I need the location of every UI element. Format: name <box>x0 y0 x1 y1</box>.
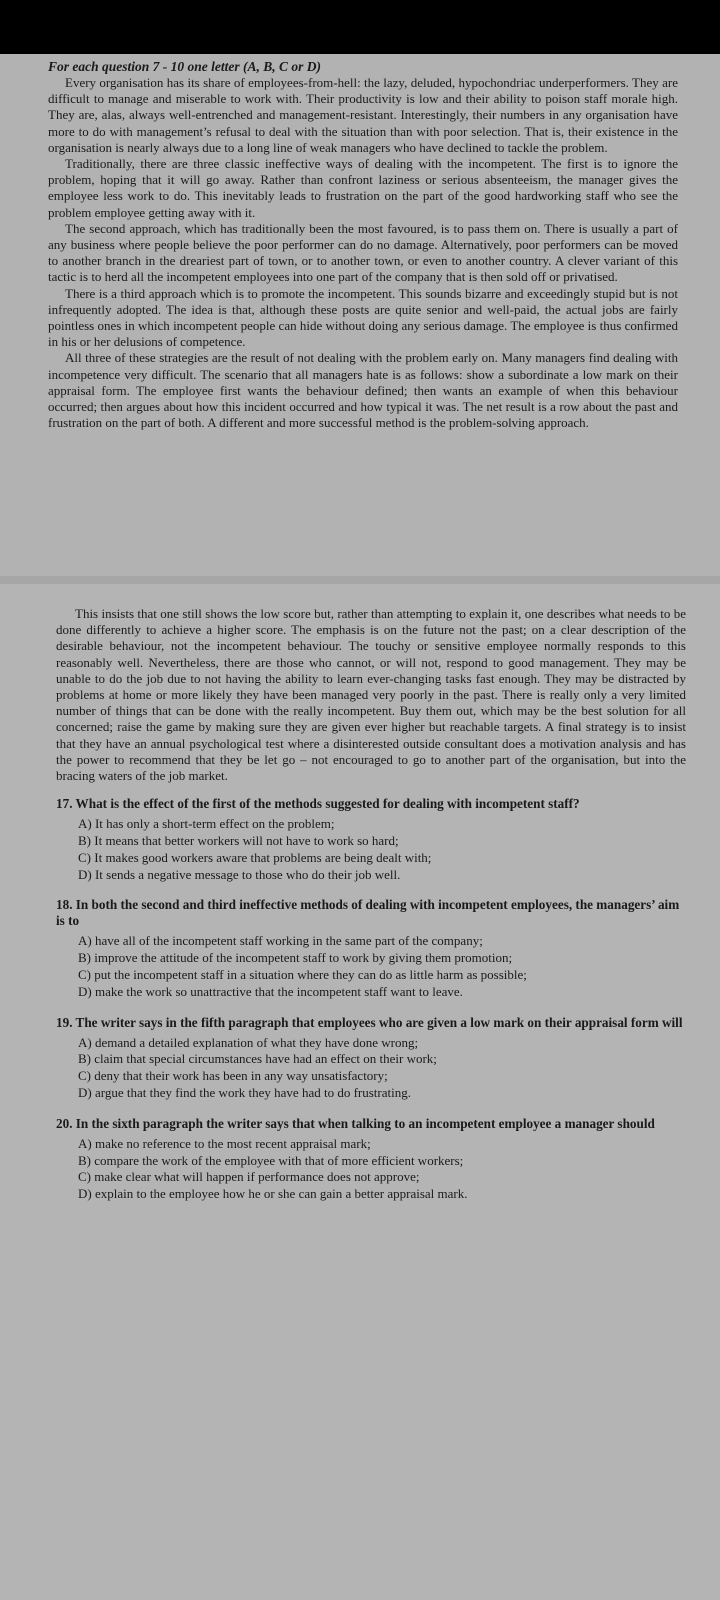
question-17 <box>56 796 686 883</box>
option-d[interactable]: D) make the work so unattractive that the incompetent staff want to leave. <box>78 983 463 999</box>
option-c[interactable]: C) put the incompetent staff in a situation where they can do as little harm as possible; <box>78 967 527 983</box>
option-b[interactable]: B) It means that better workers will not have to work so hard; <box>78 833 399 849</box>
question-text: 19. The writer says in the fifth paragraph that employees who are given a low mark on their appraisal form will <box>56 1014 683 1030</box>
paragraph-3: The second approach, which has traditionally been the most favoured, is to pass them on. There is usually a part of any business where people believe the poor performer can do no damage. Alternatively, poor performers can be moved to another branch in the dreariest part of town, or to another town, or even to another country. A clever variant of this tactic is to herd all the incompetent employees into one part of the company that is then sold off or privatised. <box>48 220 678 285</box>
option-d[interactable]: D) It sends a negative message to those who do their job well. <box>78 866 401 882</box>
option-b[interactable]: B) improve the attitude of the incompetent staff to work by giving them promotion; <box>78 950 513 966</box>
paragraph-1: Every organisation has its share of employees-from-hell: the lazy, deluded, hypochondriac underperformers. They are difficult to manage and miserable to work with. Their productivity is low and their ability to poison staff morale high. They are, alas, always well-entrenched and management-resistant. Interestingly, their numbers in any organisation have more to do with management’s refusal to deal with the situation than with poor selection. That is, their existence in the organisation is nearly always due to a long line of weak managers who have declined to tackle the problem. <box>48 75 678 155</box>
option-a[interactable]: A) It has only a short-term effect on the problem; <box>78 816 335 832</box>
questions-list <box>56 796 686 1203</box>
document-page-2[interactable] <box>0 584 720 1600</box>
page-2-text <box>56 606 686 1203</box>
question-20 <box>56 1116 686 1203</box>
option-c[interactable]: C) make clear what will happen if performance does not approve; <box>78 1169 420 1185</box>
page-1-text <box>48 58 678 431</box>
option-d[interactable]: D) argue that they find the work they have had to do frustrating. <box>78 1085 411 1100</box>
paragraph-5: All three of these strategies are the result of not dealing with the problem early on. Many managers find dealing with incompetence very difficult. The scenario that all managers hate is as follows: show a subordinate a low mark on their appraisal form. The employee first wants the behaviour defined; then wants an example of when this behaviour occurred; then argues about how this incident occurred and how typical it was. The net result is a row about the past and frustration on the part of both. A different and more successful method is the problem-solving approach. <box>48 350 678 431</box>
option-b[interactable]: B) claim that special circumstances have had an effect on their work; <box>78 1051 437 1067</box>
question-19 <box>56 1015 686 1102</box>
instructions-heading: For each question 7 - 10 one letter (A, B, C or D) <box>48 59 322 74</box>
option-a[interactable]: A) make no reference to the most recent appraisal mark; <box>78 1135 371 1151</box>
option-c[interactable]: C) It makes good workers aware that problems are being dealt with; <box>78 849 432 865</box>
question-text: 20. In the sixth paragraph the writer says that when talking to an incompetent employee a manager should <box>56 1115 655 1131</box>
option-a[interactable]: A) demand a detailed explanation of what they have done wrong; <box>78 1034 419 1050</box>
option-a[interactable]: A) have all of the incompetent staff working in the same part of the company; <box>78 933 483 949</box>
top-black-bar <box>0 0 720 54</box>
question-18 <box>56 897 686 1000</box>
option-b[interactable]: B) compare the work of the employee with that of more efficient workers; <box>78 1152 464 1168</box>
option-c[interactable]: C) deny that their work has been in any way unsatisfactory; <box>78 1068 388 1084</box>
paragraph-4: There is a third approach which is to promote the incompetent. This sounds bizarre and exceedingly stupid but is not infrequently adopted. The idea is that, although these posts are quite senior and well-paid, the actual jobs are fairly pointless ones in which incompetent people can hide without doing any serious damage. The employee is thus confirmed in his or her delusions of competence. <box>48 285 678 350</box>
document-page-1[interactable] <box>0 54 720 576</box>
question-text: 18. In both the second and third ineffective methods of dealing with incompetent employees, the managers’ aim is to <box>56 897 680 929</box>
paragraph-2: Traditionally, there are three classic ineffective ways of dealing with the incompetent. The first is to ignore the problem, hoping that it will go away. Rather than confront laziness or serious absenteeism, the manager gives the employee less work to do. This inevitably leads to frustration on the part of the good hardworking staff who see the problem employee getting away with it. <box>48 156 678 220</box>
page-divider <box>0 576 720 584</box>
question-text: 17. What is the effect of the first of the methods suggested for dealing with incompetent staff? <box>56 796 580 812</box>
option-d[interactable]: D) explain to the employee how he or she can gain a better appraisal mark. <box>78 1186 468 1202</box>
paragraph-6: This insists that one still shows the low score but, rather than attempting to explain it, one describes what needs to be done differently to achieve a higher score. The emphasis is on the future not the past; on a clear description of the desirable behaviour, not the incompetent behaviour. The touchy or sensitive employee normally responds to this reasonably well. Nevertheless, there are those who cannot, or will not, respond to good management. They may be unable to do the job due to not having the ability to learn ever-changing tasks fast enough. They may be distracted by problems at home or more likely they have been managed very poorly in the past. There is really only a very limited number of things that can be done with the really incompetent. Buy them out, which may be the best solution for all concerned; raise the game by making sure they are given ever higher but reachable targets. A final strategy is to insist that they have an annual psychological test where a disinterested outside consultant does a motivation analysis and has the power to recommend that they be let go – not encouraged to go to another part of the organisation, but into the bracing waters of the job market. <box>56 606 686 784</box>
